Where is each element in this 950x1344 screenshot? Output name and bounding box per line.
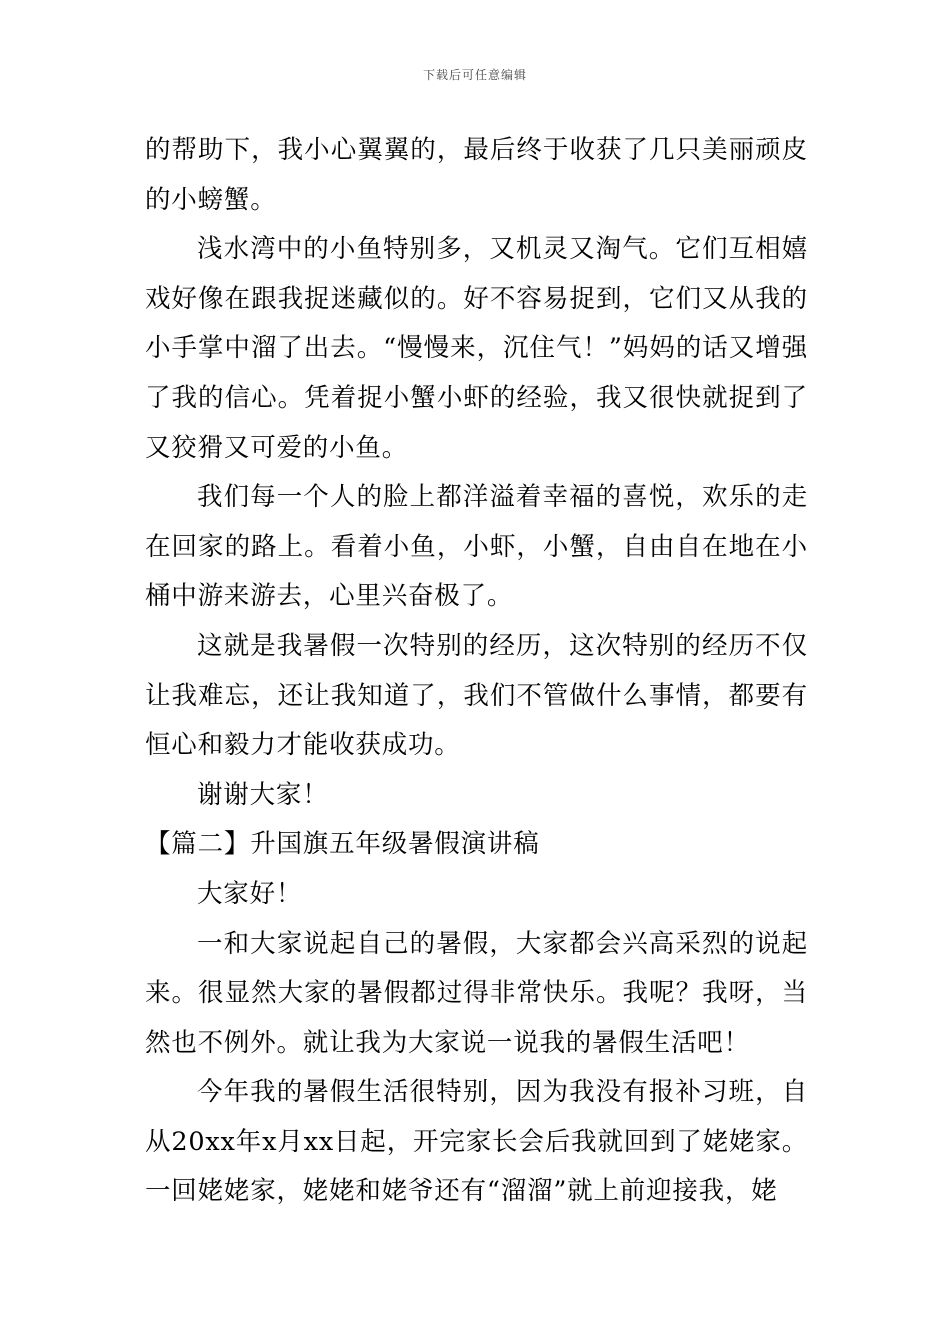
paragraph: 今年我的暑假生活很特别，因为我没有报补习班，自从20xx年x月xx日起，开完家长会后我就回到了姥姥家。一回姥姥家，姥姥和姥爷还有“溜溜”就上前迎接我，姥: [145, 1077, 808, 1207]
paragraph: 这就是我暑假一次特别的经历，这次特别的经历不仅让我难忘，还让我知道了，我们不管做什么事情，都要有恒心和毅力才能收获成功。: [145, 630, 808, 761]
paragraph: 的帮助下，我小心翼翼的，最后终于收获了几只美丽顽皮的小螃蟹。: [145, 135, 808, 215]
page-header: 下载后可任意编辑: [422, 68, 527, 82]
paragraph: 一和大家说起自己的暑假，大家都会兴高采烈的说起来。很显然大家的暑假都过得非常快乐。我呢？我呀，当然也不例外。就让我为大家说一说我的暑假生活吧！: [145, 928, 808, 1058]
paragraph: 我们每一个人的脸上都洋溢着幸福的喜悦，欢乐的走在回家的路上。看着小鱼，小虾，小蟹，自由自在地在小桶中游来游去，心里兴奋极了。: [145, 482, 808, 612]
section-heading: 【篇二】升国旗五年级暑假演讲稿: [145, 829, 540, 860]
paragraph: 大家好！: [197, 878, 303, 909]
paragraph: 浅水湾中的小鱼特别多，又机灵又淘气。它们互相嬉戏好像在跟我捉迷藏似的。好不容易捉到，它们又从我的小手掌中溜了出去。“慢慢来，沉住气！”妈妈的话又增强了我的信心。凭着捉小蟹小虾的经验，我又很快就捉到了又狡猾又可爱的小鱼。: [145, 234, 808, 463]
paragraph: 谢谢大家！: [197, 779, 329, 810]
document-body: [145, 126, 808, 1217]
